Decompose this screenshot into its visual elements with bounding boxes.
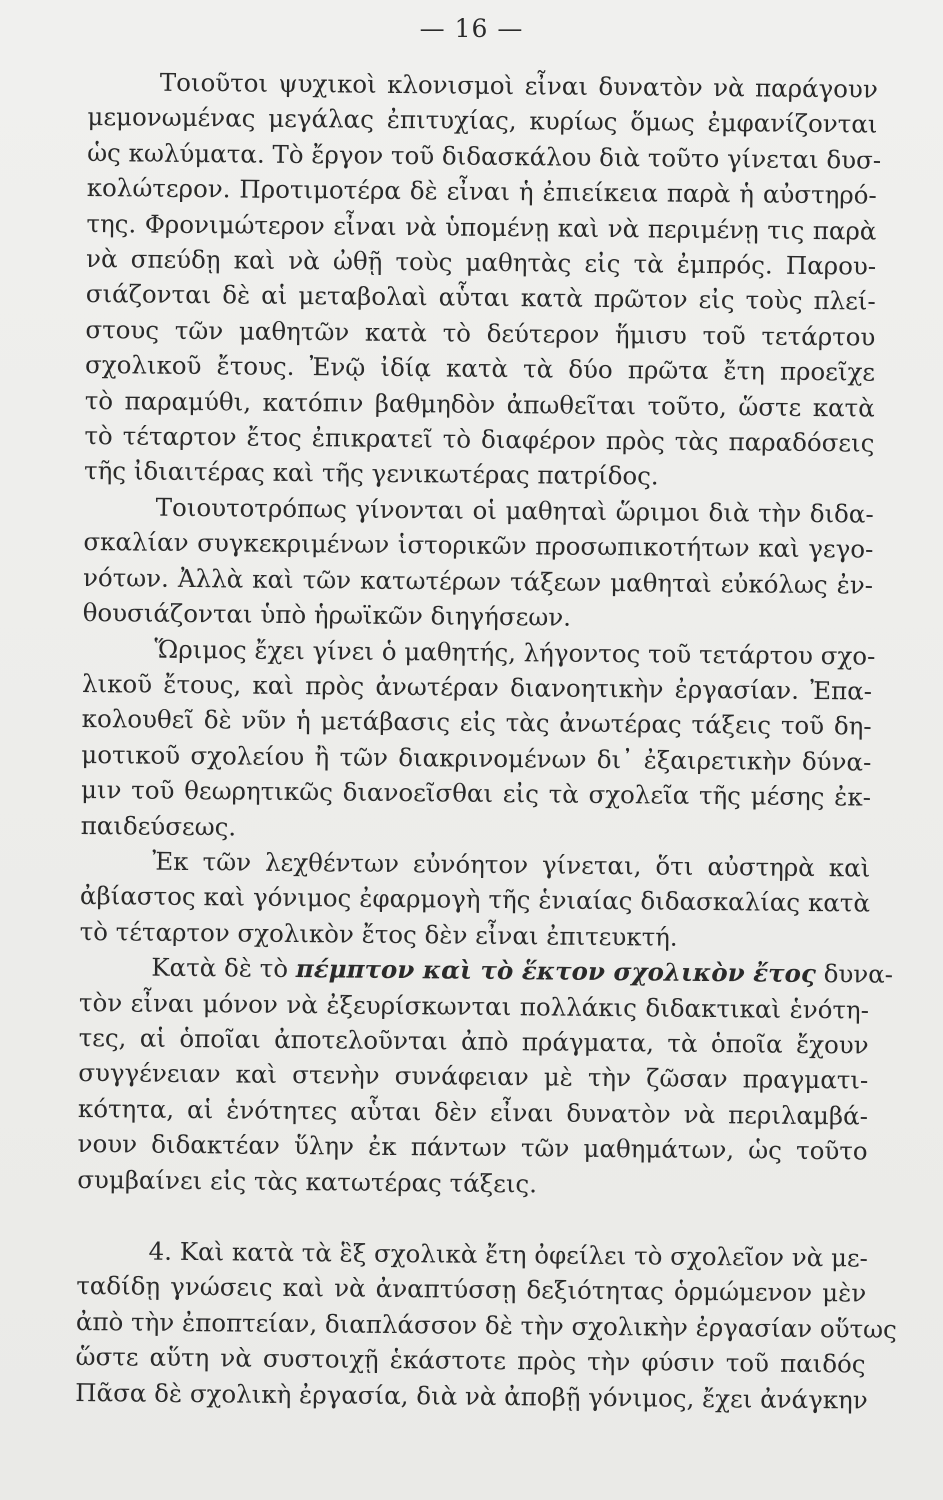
text-line: σιάζονται δὲ αἱ μεταβολαὶ αὗται κατὰ πρῶτον εἰς τοὺς πλεί- [85,279,876,317]
text-line: νότων. Ἀλλὰ καὶ τῶν κατωτέρων τάξεων μαθηταὶ εὐκόλως ἐν- [82,562,874,600]
text-line: σκαλίαν συγκεκριμένων ἱστορικῶν προσωπικοτήτων καὶ γεγο- [83,527,874,564]
text-line: νουν διδακτέαν ὕλην ἐκ πάντων τῶν μαθημάτων, ὡς τοῦτο [77,1129,868,1166]
text-line: στους τῶν μαθητῶν κατὰ τὸ δεύτερον ἥμισυ τοῦ τετάρτου [85,314,876,352]
text-line: κότητα, αἱ ἑνότητες αὗται δὲν εἶναι δυνατὸν νὰ περιλαμβά- [77,1093,869,1131]
text-run: δυνα- [815,959,894,989]
paragraph-5 [77,949,894,1204]
text-line: συγγένειαν καὶ στενὴν συνάφειαν μὲ τὴν ζῶσαν πραγματι- [78,1058,869,1095]
text-line: τες, αἱ ὁποῖαι ἀποτελοῦνται ἀπὸ πράγματα, τὰ ὁποῖα ἔχουν [78,1022,869,1060]
paragraph-6 [75,1233,897,1418]
text-line: τὸ τέταρτον ἔτος ἐπικρατεῖ τὸ διαφέρον πρὸς τὰς παραδόσεις [84,421,875,458]
text-line: ὥστε αὕτη νὰ συστοιχῇ ἑκάστοτε πρὸς τὴν φύσιν τοῦ παιδός [75,1342,866,1379]
text-line: νὰ σπεύδῃ καὶ νὰ ὠθῇ τοὺς μαθητὰς εἰς τὰ ἐμπρός. Παρου- [85,244,877,281]
text-line: παιδεύσεως. [80,810,237,841]
text-line: ἀβίαστος καὶ γόνιμος ἐφαρμογὴ τῆς ἑνιαίας διδασκαλίας κατὰ [79,881,871,918]
text-line: ταδίδῃ γνώσεις καὶ νὰ ἀναπτύσσῃ δεξιότητας ὁρμώμενον μὲν [76,1271,867,1308]
text-line: της. Φρονιμώτερον εἶναι νὰ ὑπομένῃ καὶ νὰ περιμένῃ τις παρὰ [86,208,877,246]
text-line: λικοῦ ἔτους, καὶ πρὸς ἀνωτέραν διανοητικὴν ἐργασίαν. Ἐπα- [81,668,873,706]
paragraph-1 [83,64,882,496]
page-number: — 16 — [419,14,524,43]
text-line: κολουθεῖ δὲ νῦν ἡ μετάβασις εἰς τὰς ἀνωτέρας τάξεις τοῦ δη- [81,704,872,741]
body-text [75,64,897,1418]
text-line: τὸν εἶναι μόνον νὰ ἐξευρίσκωνται πολλάκις διδακτικαὶ ἑνότη- [78,987,870,1025]
paragraph-2 [83,489,874,638]
text-line: ὡς κωλύματα. Τὸ ἔργον τοῦ διδασκάλου διὰ τοῦτο γίνεται δυσ- [87,137,882,175]
text-line: μεμονωμένας μεγάλας ἐπιτυχίας, κυρίως ὅμως ἐμφανίζονται [87,102,878,139]
text-line: ἀπὸ τὴν ἐποπτείαν, διαπλάσσον δὲ τὴν σχολικὴν ἐργασίαν οὕτως [75,1306,897,1344]
text-line: Τοιουτοτρόπως γίνονται οἱ μαθηταὶ ὥριμοι διὰ τὴν διδα- [155,492,874,529]
text-line: τὸ τέταρτον σχολικὸν ἔτος δὲν εἶναι ἐπιτευκτή. [79,916,678,952]
text-line: μοτικοῦ σχολείου ἢ τῶν διακρινομένων δι᾽ ἐξαιρετικὴν δύνα- [81,739,872,777]
text-line: κολώτερον. Προτιμοτέρα δὲ εἶναι ἡ ἐπιείκεια παρὰ ἡ αὐστηρό- [86,173,877,210]
text-line: τῆς ἰδιαιτέρας καὶ τῆς γενικωτέρας πατρίδος. [83,456,659,491]
text-line: συμβαίνει εἰς τὰς κατωτέρας τάξεις. [77,1164,538,1198]
paragraph-3 [80,630,876,850]
paragraph-4 [80,843,871,957]
text-line: θουσιάζονται ὑπὸ ἡρωϊκῶν διηγήσεων. [82,598,572,632]
text-line: Ἐκ τῶν λεχθέντων εὐνόητον γίνεται, ὅτι αὐστηρὰ καὶ [152,846,871,883]
text-line: 4. Καὶ κατὰ τὰ ἓξ σχολικὰ ἔτη ὀφείλει τὸ σχολεῖον νὰ με- [148,1236,869,1273]
text-line: Ὥριμος ἔχει γίνει ὁ μαθητής, λήγοντος τοῦ τετάρτου σχο- [154,634,876,671]
text-line: μιν τοῦ θεωρητικῶς διανοεῖσθαι εἰς τὰ σχολεῖα τῆς μέσης ἐκ- [80,775,872,812]
text-line: Πᾶσα δὲ σχολικὴ ἐργασία, διὰ νὰ ἀποβῇ γόνιμος, ἔχει ἀνάγκην [75,1377,868,1415]
text-line: Τοιοῦτοι ψυχικοὶ κλονισμοὶ εἶναι δυνατὸν νὰ παράγουν [159,67,878,104]
text-run: Κατὰ δὲ τὸ [151,952,296,984]
emphasis-text: πέμπτον καὶ τὸ ἕκτον σχολικὸν ἔτος [295,954,817,989]
text-line: τὸ παραμύθι, κατόπιν βαθμηδὸν ἀπωθεῖται τοῦτο, ὥστε κατὰ [84,385,875,423]
text-line: σχολικοῦ ἔτους. Ἐνῷ ἰδίᾳ κατὰ τὰ δύο πρῶτα ἔτη προεῖχε [84,350,876,387]
